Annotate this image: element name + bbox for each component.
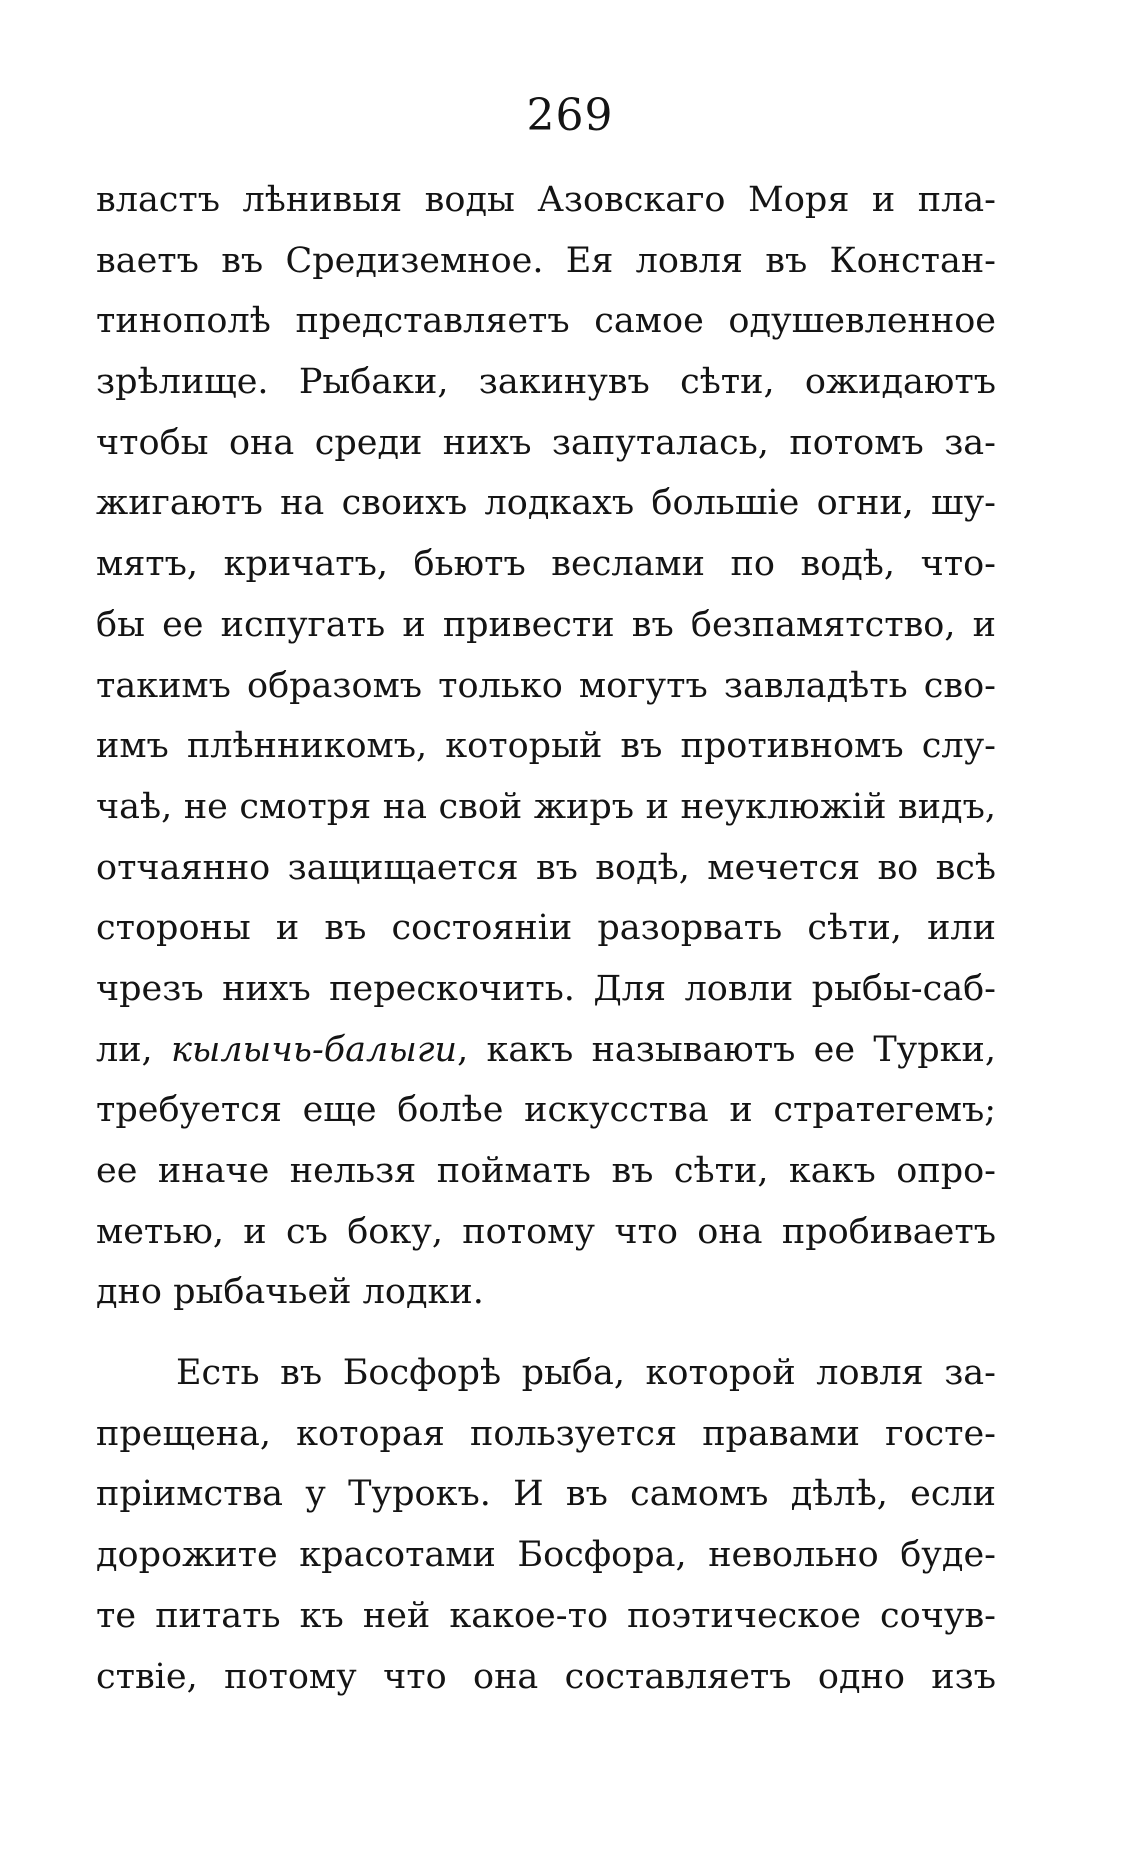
text-line: чаѣ, не смотря на свой жиръ и неуклюжiй видъ,	[96, 786, 996, 827]
text-line: те питать къ ней какое-то поэтическое сочув-	[96, 1595, 996, 1636]
text-line: стороны и въ состоянiи разорвать сѣти, или	[96, 908, 996, 949]
text-line: такимъ образомъ только могутъ завладѣть сво-	[96, 665, 996, 706]
paragraph-gap	[96, 1323, 996, 1343]
paragraph-1	[96, 170, 996, 1323]
text-line: Есть въ Босфорѣ рыба, которой ловля за-	[176, 1353, 996, 1394]
body-text	[96, 170, 996, 1707]
text-line: тинополѣ представляетъ самое одушевленное	[96, 301, 996, 342]
text-fragment: ли,	[96, 1029, 171, 1070]
text-line: дно рыбачьей лодки.	[96, 1272, 484, 1313]
text-line: отчаянно защищается въ водѣ, мечется во всѣ	[96, 847, 996, 888]
text-line: зрѣлище. Рыбаки, закинувъ сѣти, ожидаютъ	[96, 362, 996, 403]
text-line: ее иначе нельзя поймать въ сѣти, какъ опро-	[96, 1151, 996, 1191]
text-line-with-italic	[96, 1020, 996, 1081]
text-line: жигаютъ на своихъ лодкахъ большiе огни, шу-	[96, 483, 996, 524]
italic-term: кылычь-балыги	[170, 1029, 458, 1070]
text-line: имъ плѣнникомъ, который въ противномъ слу-	[96, 726, 996, 767]
text-line: властъ лѣнивыя воды Азовскаго Моря и пла-	[96, 180, 996, 220]
text-line: прещена, которая пользуется правами госте-	[96, 1413, 996, 1454]
text-line: дорожите красотами Босфора, невольно буде-	[96, 1535, 996, 1576]
text-line: мятъ, кричатъ, бьютъ веслами по водѣ, что-	[96, 544, 996, 585]
text-line: чтобы она среди нихъ запуталась, потомъ за-	[96, 422, 996, 463]
text-line: прiимства у Турокъ. И въ самомъ дѣлѣ, если	[96, 1474, 996, 1515]
page-number: 269	[526, 90, 614, 141]
text-line: ствiе, потому что она составляетъ одно изъ	[96, 1656, 996, 1697]
text-fragment: , какъ называютъ ее Турки,	[457, 1029, 996, 1070]
text-line: ваетъ въ Средиземное. Ея ловля въ Констан-	[96, 240, 996, 281]
paragraph-2	[96, 1343, 996, 1707]
text-line: требуется еще болѣе искусства и стратегемъ;	[96, 1090, 996, 1131]
text-line: чрезъ нихъ перескочить. Для ловли рыбы-саб-	[96, 968, 996, 1009]
text-line: бы ее испугать и привести въ безпамятство, и	[96, 604, 996, 645]
text-line: метью, и съ боку, потому что она пробиваетъ	[96, 1211, 996, 1252]
